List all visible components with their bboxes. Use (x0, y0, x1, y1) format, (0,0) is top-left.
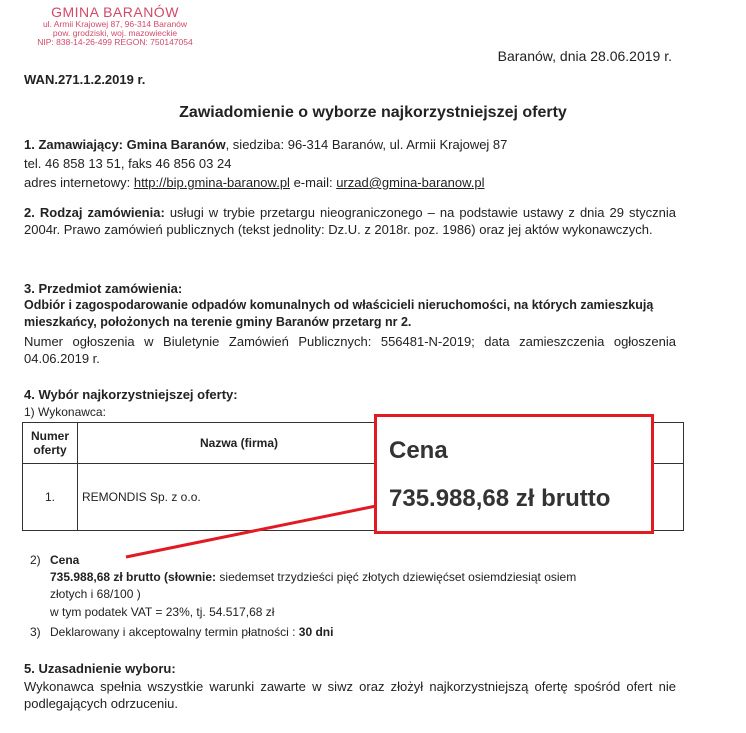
section-2-heading: 2. Rodzaj zamówienia: (24, 205, 165, 220)
section-4-heading: 4. Wybór najkorzystniejszej oferty: (24, 387, 238, 402)
section-1-seat: , siedziba: 96-314 Baranów, ul. Armii Krajowej 87 (225, 137, 508, 152)
cell-company-name: REMONDIS Sp. z o.o. (78, 464, 401, 531)
payment-item-number: 3) (30, 625, 41, 639)
col-company-name: Nazwa (firma) (78, 423, 401, 464)
stamp-name: GMINA BARANÓW (51, 4, 179, 20)
email-label: e-mail: (289, 175, 337, 190)
section-5-text: Wykonawca spełnia wszystkie warunki zawarte w siwz oraz złożył najkorzystniejszą ofertę spośród ofert nie podlegających odrzuceniu. (24, 679, 676, 711)
section-5-heading: 5. Uzasadnienie wyboru: (24, 661, 176, 676)
stamp-district: pow. grodziski, woj. mazowieckie (52, 28, 178, 38)
payment-term-label: Deklarowany i akceptowalny termin płatności : (50, 625, 299, 639)
website-label: adres internetowy: (24, 175, 134, 190)
section-3-notice: Numer ogłoszenia w Biuletynie Zamówień Publicznych: 556481-N-2019; data zamieszczenia ogłoszenia 04.06.2019 r. (24, 334, 676, 366)
section-3-heading: 3. Przedmiot zamówienia: (24, 281, 183, 296)
website-link[interactable]: http://bip.gmina-baranow.pl (133, 175, 290, 190)
price-in-words: siedemset trzydzieści pięć złotych dziewięćset osiemdziesiąt osiem (216, 570, 577, 584)
highlight-price-value: 735.988,68 zł brutto (389, 485, 611, 512)
stamp-ids: NIP: 838-14-26-499 REGON: 750147054 (37, 37, 193, 47)
price-vat: w tym podatek VAT = 23%, tj. 54.517,68 zł (50, 605, 275, 619)
payment-term-days: 30 dni (298, 625, 334, 639)
document-reference: WAN.271.1.2.2019 r. (24, 72, 146, 87)
highlight-price-label: Cena (389, 437, 448, 464)
email-link[interactable]: urzad@gmina-baranow.pl (336, 175, 485, 190)
col-offer-number: Numer oferty (23, 423, 78, 464)
price-item-amount (50, 569, 576, 585)
section-4-contractor-label: 1) Wykonawca: (24, 405, 106, 419)
document-date: Baranów, dnia 28.06.2019 r. (497, 48, 672, 64)
page-title: Zawiadomienie o wyborze najkorzystniejszej oferty (179, 104, 567, 121)
price-in-words-cont: złotych i 68/100 ) (50, 587, 141, 601)
connector-line (126, 506, 376, 557)
section-1-phone: tel. 46 858 13 51, faks 46 856 03 24 (24, 156, 232, 171)
stamp-address: ul. Armii Krajowej 87, 96-314 Baranów (42, 19, 188, 29)
section-2-text: usługi w trybie przetargu nieograniczonego – na podstawie ustawy z dnia 29 stycznia 2004r. Prawo zamówień publicznych (tekst jednolity: Dz.U. z 2018r. poz. 1986) oraz jej aktów wykonawczych. (24, 205, 676, 237)
price-item-number: 2) (30, 553, 41, 567)
section-3-subject: Odbiór i zagospodarowanie odpadów komunalnych od właścicieli nieruchomości, na których zamieszkują mieszkańcy, położonych na terenie gminy Baranów przetarg nr 2. (24, 298, 654, 329)
cell-offer-number: 1. (23, 464, 78, 531)
section-1-heading: 1. Zamawiający: Gmina Baranów (24, 137, 226, 152)
price-amount-bold: 735.988,68 zł brutto (słownie: (50, 570, 217, 584)
payment-term (50, 624, 333, 640)
price-item-heading: Cena (50, 553, 80, 567)
